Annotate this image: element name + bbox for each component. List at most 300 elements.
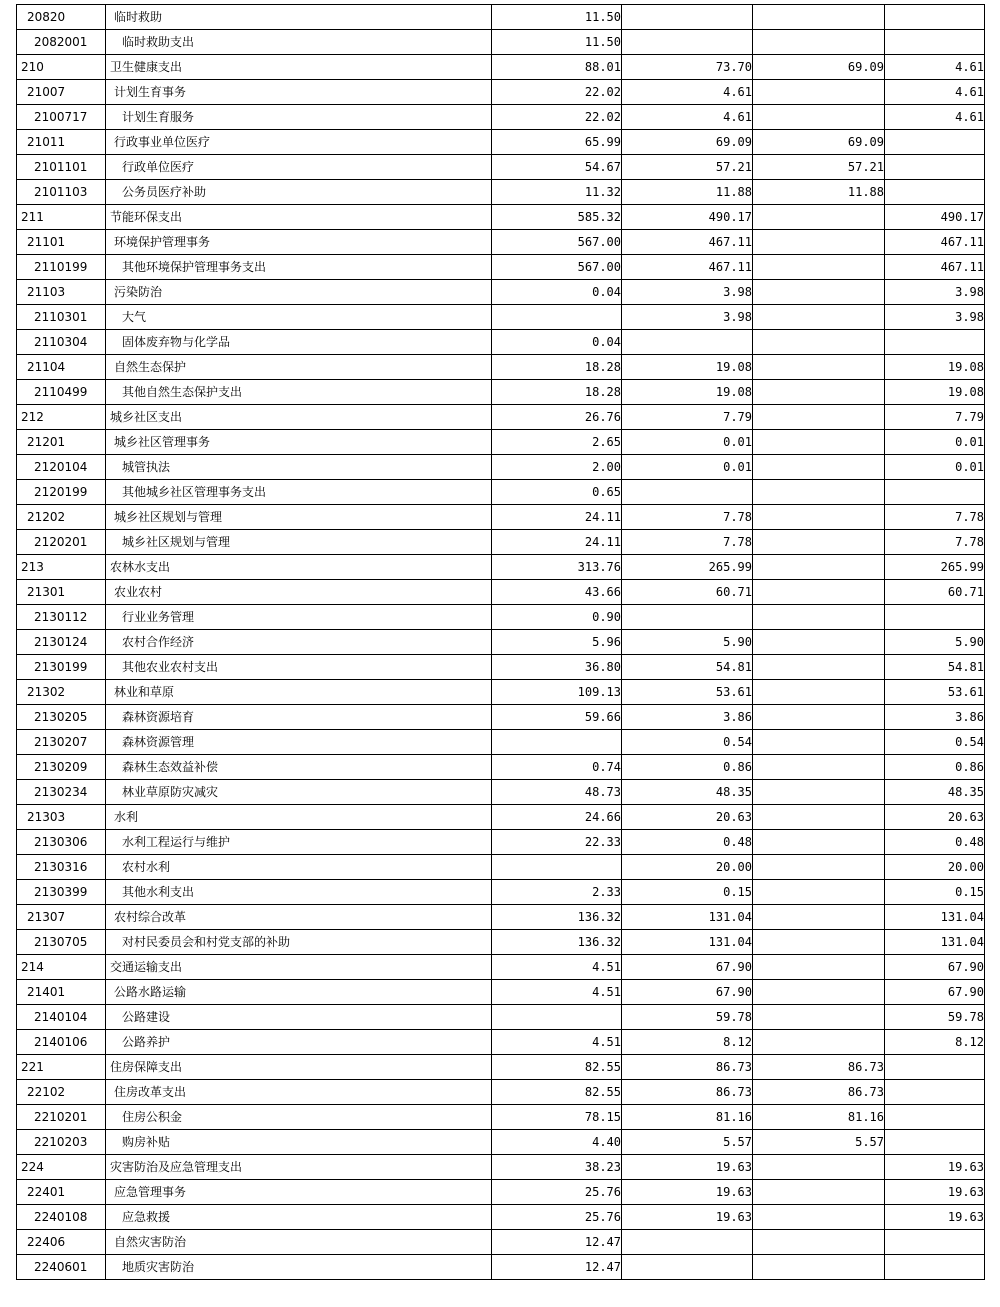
row-code: 22406 bbox=[17, 1230, 106, 1255]
row-name: 森林资源管理 bbox=[106, 730, 492, 755]
row-value-col1: 43.66 bbox=[492, 580, 622, 605]
table-row bbox=[17, 230, 985, 255]
row-value-col1: 48.73 bbox=[492, 780, 622, 805]
row-value-col2: 20.63 bbox=[622, 805, 753, 830]
row-value-col1: 4.51 bbox=[492, 955, 622, 980]
row-value-col2: 86.73 bbox=[622, 1080, 753, 1105]
row-value-col1: 4.51 bbox=[492, 980, 622, 1005]
row-code: 2101101 bbox=[17, 155, 106, 180]
row-value-col1: 136.32 bbox=[492, 930, 622, 955]
row-value-col4: 3.98 bbox=[885, 280, 985, 305]
row-code: 213 bbox=[17, 555, 106, 580]
row-name: 公路养护 bbox=[106, 1030, 492, 1055]
row-value-col1: 11.32 bbox=[492, 180, 622, 205]
row-code: 210 bbox=[17, 55, 106, 80]
row-value-col2: 7.78 bbox=[622, 530, 753, 555]
row-value-col1: 65.99 bbox=[492, 130, 622, 155]
row-value-col3 bbox=[753, 905, 885, 930]
row-value-col4: 467.11 bbox=[885, 230, 985, 255]
row-value-col1 bbox=[492, 730, 622, 755]
row-code: 22401 bbox=[17, 1180, 106, 1205]
row-value-col1: 5.96 bbox=[492, 630, 622, 655]
row-value-col2: 19.63 bbox=[622, 1155, 753, 1180]
row-value-col4 bbox=[885, 1130, 985, 1155]
row-value-col4 bbox=[885, 1055, 985, 1080]
row-value-col1: 82.55 bbox=[492, 1080, 622, 1105]
row-value-col2: 19.08 bbox=[622, 355, 753, 380]
row-value-col3 bbox=[753, 1155, 885, 1180]
row-name: 城管执法 bbox=[106, 455, 492, 480]
row-value-col4: 48.35 bbox=[885, 780, 985, 805]
row-value-col2: 3.98 bbox=[622, 305, 753, 330]
row-value-col4: 19.63 bbox=[885, 1155, 985, 1180]
row-value-col2: 467.11 bbox=[622, 255, 753, 280]
row-value-col2: 131.04 bbox=[622, 905, 753, 930]
row-value-col1: 54.67 bbox=[492, 155, 622, 180]
row-value-col1: 12.47 bbox=[492, 1230, 622, 1255]
row-value-col3 bbox=[753, 305, 885, 330]
row-code: 21103 bbox=[17, 280, 106, 305]
row-name: 行政事业单位医疗 bbox=[106, 130, 492, 155]
row-value-col2: 3.86 bbox=[622, 705, 753, 730]
row-name: 其他自然生态保护支出 bbox=[106, 380, 492, 405]
table-row bbox=[17, 1005, 985, 1030]
row-value-col3 bbox=[753, 405, 885, 430]
row-value-col2: 131.04 bbox=[622, 930, 753, 955]
row-value-col1: 24.66 bbox=[492, 805, 622, 830]
row-value-col4: 54.81 bbox=[885, 655, 985, 680]
row-value-col4: 67.90 bbox=[885, 955, 985, 980]
row-code: 21401 bbox=[17, 980, 106, 1005]
row-value-col1: 0.90 bbox=[492, 605, 622, 630]
row-value-col4 bbox=[885, 155, 985, 180]
table-row bbox=[17, 355, 985, 380]
table-row bbox=[17, 255, 985, 280]
table-row bbox=[17, 105, 985, 130]
row-value-col3: 69.09 bbox=[753, 55, 885, 80]
table-row bbox=[17, 555, 985, 580]
row-name: 公路建设 bbox=[106, 1005, 492, 1030]
row-code: 2130306 bbox=[17, 830, 106, 855]
row-value-col3: 86.73 bbox=[753, 1055, 885, 1080]
row-value-col2: 0.15 bbox=[622, 880, 753, 905]
row-value-col3 bbox=[753, 555, 885, 580]
row-code: 212 bbox=[17, 405, 106, 430]
row-value-col4: 60.71 bbox=[885, 580, 985, 605]
row-name: 住房保障支出 bbox=[106, 1055, 492, 1080]
table-row bbox=[17, 630, 985, 655]
row-value-col4 bbox=[885, 605, 985, 630]
table-row bbox=[17, 130, 985, 155]
table-row bbox=[17, 1205, 985, 1230]
table-row bbox=[17, 55, 985, 80]
row-value-col1: 4.40 bbox=[492, 1130, 622, 1155]
row-value-col4: 131.04 bbox=[885, 930, 985, 955]
row-value-col1: 2.33 bbox=[492, 880, 622, 905]
table-row bbox=[17, 1030, 985, 1055]
row-value-col1: 109.13 bbox=[492, 680, 622, 705]
row-name: 临时救助支出 bbox=[106, 30, 492, 55]
row-value-col1: 24.11 bbox=[492, 505, 622, 530]
row-code: 221 bbox=[17, 1055, 106, 1080]
table-row bbox=[17, 1180, 985, 1205]
row-value-col4 bbox=[885, 5, 985, 30]
table-row bbox=[17, 655, 985, 680]
row-name: 农村合作经济 bbox=[106, 630, 492, 655]
row-name: 森林资源培育 bbox=[106, 705, 492, 730]
table-row bbox=[17, 205, 985, 230]
row-value-col3 bbox=[753, 830, 885, 855]
row-value-col2: 57.21 bbox=[622, 155, 753, 180]
row-value-col1: 567.00 bbox=[492, 230, 622, 255]
row-value-col1: 78.15 bbox=[492, 1105, 622, 1130]
row-value-col4 bbox=[885, 30, 985, 55]
row-value-col2: 59.78 bbox=[622, 1005, 753, 1030]
row-value-col3 bbox=[753, 280, 885, 305]
row-value-col3 bbox=[753, 255, 885, 280]
row-name: 其他农业农村支出 bbox=[106, 655, 492, 680]
row-code: 2130316 bbox=[17, 855, 106, 880]
row-value-col3 bbox=[753, 355, 885, 380]
row-code: 21104 bbox=[17, 355, 106, 380]
row-value-col2: 7.79 bbox=[622, 405, 753, 430]
table-row bbox=[17, 480, 985, 505]
row-name: 其他城乡社区管理事务支出 bbox=[106, 480, 492, 505]
row-value-col3 bbox=[753, 680, 885, 705]
row-value-col3: 57.21 bbox=[753, 155, 885, 180]
row-value-col1: 136.32 bbox=[492, 905, 622, 930]
row-value-col2: 19.63 bbox=[622, 1180, 753, 1205]
row-value-col4: 0.01 bbox=[885, 430, 985, 455]
table-row bbox=[17, 155, 985, 180]
row-value-col3 bbox=[753, 80, 885, 105]
row-name: 固体废弃物与化学品 bbox=[106, 330, 492, 355]
row-code: 224 bbox=[17, 1155, 106, 1180]
table-row bbox=[17, 905, 985, 930]
table-row bbox=[17, 855, 985, 880]
row-code: 2120199 bbox=[17, 480, 106, 505]
table-row bbox=[17, 530, 985, 555]
row-name: 应急管理事务 bbox=[106, 1180, 492, 1205]
row-value-col4: 0.01 bbox=[885, 455, 985, 480]
row-code: 214 bbox=[17, 955, 106, 980]
row-value-col3 bbox=[753, 705, 885, 730]
row-value-col3: 11.88 bbox=[753, 180, 885, 205]
row-name: 地质灾害防治 bbox=[106, 1255, 492, 1280]
row-name: 行业业务管理 bbox=[106, 605, 492, 630]
table-row bbox=[17, 680, 985, 705]
row-value-col4: 265.99 bbox=[885, 555, 985, 580]
row-value-col1: 11.50 bbox=[492, 5, 622, 30]
table-row bbox=[17, 380, 985, 405]
row-name: 农村综合改革 bbox=[106, 905, 492, 930]
row-code: 21303 bbox=[17, 805, 106, 830]
table-row bbox=[17, 705, 985, 730]
row-value-col2: 0.01 bbox=[622, 455, 753, 480]
row-value-col3 bbox=[753, 455, 885, 480]
row-code: 2130207 bbox=[17, 730, 106, 755]
table-row bbox=[17, 1255, 985, 1280]
row-value-col2: 0.48 bbox=[622, 830, 753, 855]
row-name: 计划生育服务 bbox=[106, 105, 492, 130]
row-value-col1: 4.51 bbox=[492, 1030, 622, 1055]
row-value-col4: 19.63 bbox=[885, 1205, 985, 1230]
row-name: 住房公积金 bbox=[106, 1105, 492, 1130]
row-name: 城乡社区规划与管理 bbox=[106, 530, 492, 555]
row-name: 应急救援 bbox=[106, 1205, 492, 1230]
row-value-col2: 67.90 bbox=[622, 980, 753, 1005]
row-value-col1: 313.76 bbox=[492, 555, 622, 580]
row-value-col4: 7.78 bbox=[885, 530, 985, 555]
row-value-col3: 5.57 bbox=[753, 1130, 885, 1155]
row-name: 住房改革支出 bbox=[106, 1080, 492, 1105]
table-row bbox=[17, 1155, 985, 1180]
row-value-col4 bbox=[885, 1230, 985, 1255]
row-name: 其他水利支出 bbox=[106, 880, 492, 905]
row-code: 2101103 bbox=[17, 180, 106, 205]
row-value-col1: 22.33 bbox=[492, 830, 622, 855]
row-value-col2: 4.61 bbox=[622, 80, 753, 105]
table-row bbox=[17, 5, 985, 30]
row-value-col1: 88.01 bbox=[492, 55, 622, 80]
row-name: 灾害防治及应急管理支出 bbox=[106, 1155, 492, 1180]
table-row bbox=[17, 180, 985, 205]
row-name: 自然生态保护 bbox=[106, 355, 492, 380]
table-row bbox=[17, 505, 985, 530]
row-value-col2 bbox=[622, 480, 753, 505]
row-value-col4: 0.86 bbox=[885, 755, 985, 780]
row-value-col2: 81.16 bbox=[622, 1105, 753, 1130]
table-row bbox=[17, 430, 985, 455]
row-name: 卫生健康支出 bbox=[106, 55, 492, 80]
row-value-col1: 567.00 bbox=[492, 255, 622, 280]
row-value-col1: 0.04 bbox=[492, 330, 622, 355]
row-value-col4: 3.86 bbox=[885, 705, 985, 730]
row-value-col4: 19.08 bbox=[885, 380, 985, 405]
row-code: 211 bbox=[17, 205, 106, 230]
row-value-col3: 86.73 bbox=[753, 1080, 885, 1105]
row-value-col1: 26.76 bbox=[492, 405, 622, 430]
row-value-col2: 69.09 bbox=[622, 130, 753, 155]
row-name: 大气 bbox=[106, 305, 492, 330]
row-value-col4: 19.08 bbox=[885, 355, 985, 380]
row-value-col3 bbox=[753, 955, 885, 980]
table-row bbox=[17, 30, 985, 55]
row-code: 21201 bbox=[17, 430, 106, 455]
row-value-col4: 4.61 bbox=[885, 105, 985, 130]
row-value-col3 bbox=[753, 380, 885, 405]
row-name: 城乡社区管理事务 bbox=[106, 430, 492, 455]
table-row bbox=[17, 955, 985, 980]
row-value-col1 bbox=[492, 1005, 622, 1030]
table-row bbox=[17, 1105, 985, 1130]
row-value-col3 bbox=[753, 630, 885, 655]
row-value-col2: 54.81 bbox=[622, 655, 753, 680]
row-name: 交通运输支出 bbox=[106, 955, 492, 980]
row-value-col2 bbox=[622, 5, 753, 30]
row-name: 农林水支出 bbox=[106, 555, 492, 580]
row-value-col4: 7.79 bbox=[885, 405, 985, 430]
row-value-col3 bbox=[753, 1030, 885, 1055]
row-code: 2210203 bbox=[17, 1130, 106, 1155]
table-row bbox=[17, 830, 985, 855]
row-value-col2: 0.01 bbox=[622, 430, 753, 455]
row-name: 环境保护管理事务 bbox=[106, 230, 492, 255]
row-value-col2: 20.00 bbox=[622, 855, 753, 880]
row-value-col3 bbox=[753, 480, 885, 505]
row-code: 20820 bbox=[17, 5, 106, 30]
row-value-col1: 0.65 bbox=[492, 480, 622, 505]
row-code: 2110199 bbox=[17, 255, 106, 280]
row-value-col1: 59.66 bbox=[492, 705, 622, 730]
row-code: 2140106 bbox=[17, 1030, 106, 1055]
row-code: 2100717 bbox=[17, 105, 106, 130]
row-value-col4 bbox=[885, 480, 985, 505]
row-value-col2: 53.61 bbox=[622, 680, 753, 705]
row-value-col3 bbox=[753, 580, 885, 605]
row-value-col1: 12.47 bbox=[492, 1255, 622, 1280]
row-value-col3 bbox=[753, 430, 885, 455]
row-value-col2: 467.11 bbox=[622, 230, 753, 255]
row-value-col4: 4.61 bbox=[885, 80, 985, 105]
row-value-col3 bbox=[753, 505, 885, 530]
row-value-col3 bbox=[753, 1005, 885, 1030]
row-value-col1: 25.76 bbox=[492, 1205, 622, 1230]
row-value-col3 bbox=[753, 5, 885, 30]
row-value-col4: 0.15 bbox=[885, 880, 985, 905]
row-value-col2: 0.54 bbox=[622, 730, 753, 755]
row-value-col3 bbox=[753, 980, 885, 1005]
row-name: 购房补贴 bbox=[106, 1130, 492, 1155]
row-code: 2130209 bbox=[17, 755, 106, 780]
table-row bbox=[17, 980, 985, 1005]
row-value-col4: 490.17 bbox=[885, 205, 985, 230]
row-code: 21302 bbox=[17, 680, 106, 705]
table-row bbox=[17, 605, 985, 630]
row-value-col3 bbox=[753, 1255, 885, 1280]
row-code: 2240108 bbox=[17, 1205, 106, 1230]
row-value-col3 bbox=[753, 1205, 885, 1230]
budget-table-body bbox=[17, 5, 985, 1280]
row-value-col2 bbox=[622, 330, 753, 355]
row-code: 2130124 bbox=[17, 630, 106, 655]
row-name: 水利 bbox=[106, 805, 492, 830]
row-value-col2: 7.78 bbox=[622, 505, 753, 530]
row-value-col2: 11.88 bbox=[622, 180, 753, 205]
row-value-col1: 2.65 bbox=[492, 430, 622, 455]
row-value-col4: 131.04 bbox=[885, 905, 985, 930]
row-value-col4 bbox=[885, 180, 985, 205]
row-value-col4 bbox=[885, 1080, 985, 1105]
row-code: 2130205 bbox=[17, 705, 106, 730]
row-name: 林业草原防灾减灾 bbox=[106, 780, 492, 805]
row-value-col4: 19.63 bbox=[885, 1180, 985, 1205]
budget-table bbox=[16, 4, 985, 1280]
row-code: 21011 bbox=[17, 130, 106, 155]
row-value-col1: 18.28 bbox=[492, 355, 622, 380]
row-value-col2: 8.12 bbox=[622, 1030, 753, 1055]
row-value-col3: 69.09 bbox=[753, 130, 885, 155]
row-name: 公路水路运输 bbox=[106, 980, 492, 1005]
row-value-col1: 0.74 bbox=[492, 755, 622, 780]
row-name: 其他环境保护管理事务支出 bbox=[106, 255, 492, 280]
row-value-col4: 20.00 bbox=[885, 855, 985, 880]
table-row bbox=[17, 405, 985, 430]
row-value-col3 bbox=[753, 1230, 885, 1255]
row-value-col4 bbox=[885, 1255, 985, 1280]
row-code: 21301 bbox=[17, 580, 106, 605]
row-code: 2110301 bbox=[17, 305, 106, 330]
row-value-col4 bbox=[885, 130, 985, 155]
row-value-col3 bbox=[753, 805, 885, 830]
row-name: 污染防治 bbox=[106, 280, 492, 305]
row-value-col2: 19.63 bbox=[622, 1205, 753, 1230]
row-value-col3 bbox=[753, 755, 885, 780]
row-value-col3 bbox=[753, 230, 885, 255]
row-value-col2: 48.35 bbox=[622, 780, 753, 805]
row-name: 公务员医疗补助 bbox=[106, 180, 492, 205]
row-value-col3: 81.16 bbox=[753, 1105, 885, 1130]
row-name: 森林生态效益补偿 bbox=[106, 755, 492, 780]
row-code: 21202 bbox=[17, 505, 106, 530]
row-value-col2 bbox=[622, 1230, 753, 1255]
row-value-col3 bbox=[753, 855, 885, 880]
table-row bbox=[17, 80, 985, 105]
table-row bbox=[17, 1130, 985, 1155]
row-value-col2 bbox=[622, 605, 753, 630]
row-value-col1: 25.76 bbox=[492, 1180, 622, 1205]
row-value-col3 bbox=[753, 205, 885, 230]
row-code: 2130399 bbox=[17, 880, 106, 905]
row-code: 2110499 bbox=[17, 380, 106, 405]
row-value-col1: 0.04 bbox=[492, 280, 622, 305]
row-value-col4: 0.48 bbox=[885, 830, 985, 855]
row-name: 农业农村 bbox=[106, 580, 492, 605]
table-row bbox=[17, 280, 985, 305]
table-row bbox=[17, 455, 985, 480]
row-value-col2: 5.90 bbox=[622, 630, 753, 655]
row-value-col2: 86.73 bbox=[622, 1055, 753, 1080]
row-value-col3 bbox=[753, 1180, 885, 1205]
table-row bbox=[17, 330, 985, 355]
row-value-col1: 11.50 bbox=[492, 30, 622, 55]
row-code: 2130199 bbox=[17, 655, 106, 680]
table-row bbox=[17, 1055, 985, 1080]
row-code: 2130234 bbox=[17, 780, 106, 805]
row-code: 2110304 bbox=[17, 330, 106, 355]
row-value-col4: 467.11 bbox=[885, 255, 985, 280]
row-value-col1: 585.32 bbox=[492, 205, 622, 230]
row-value-col4: 53.61 bbox=[885, 680, 985, 705]
row-value-col1 bbox=[492, 305, 622, 330]
row-value-col1: 18.28 bbox=[492, 380, 622, 405]
row-value-col1: 36.80 bbox=[492, 655, 622, 680]
row-code: 21307 bbox=[17, 905, 106, 930]
row-value-col2: 490.17 bbox=[622, 205, 753, 230]
row-name: 城乡社区支出 bbox=[106, 405, 492, 430]
row-code: 2082001 bbox=[17, 30, 106, 55]
row-value-col3 bbox=[753, 655, 885, 680]
row-code: 2120104 bbox=[17, 455, 106, 480]
row-code: 2240601 bbox=[17, 1255, 106, 1280]
row-value-col3 bbox=[753, 880, 885, 905]
row-value-col3 bbox=[753, 105, 885, 130]
table-row bbox=[17, 755, 985, 780]
table-row bbox=[17, 780, 985, 805]
row-value-col2 bbox=[622, 30, 753, 55]
row-value-col3 bbox=[753, 530, 885, 555]
row-value-col4: 7.78 bbox=[885, 505, 985, 530]
